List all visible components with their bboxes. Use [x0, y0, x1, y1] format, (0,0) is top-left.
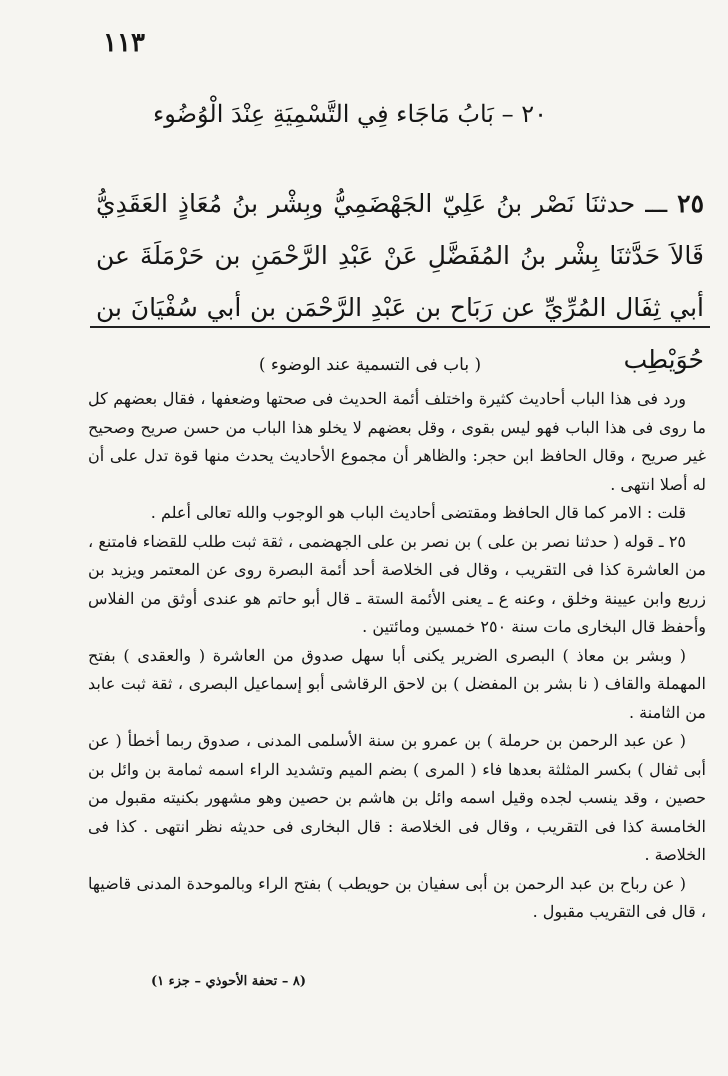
- hadith-separator: ـــ: [635, 189, 668, 218]
- commentary-paragraph: ورد فى هذا الباب أحاديث كثيرة واختلف أئمة الحديث فى صحتها وضعفها ، فقال بعضهم كل ما روى فى هذا الباب فهو ليس بقوى ، وقل بعضهم لا يخلو هذا الباب من حسن صريح وصحيح غير صريح ، وقال الحافظ ابن حجر: والظاهر أن مجموع الأحاديث يحدث منها قوة تدل على أن له أصلا انتهى .: [88, 389, 706, 494]
- commentary-body: [88, 385, 706, 927]
- hadith-number: ٢٥: [677, 189, 704, 218]
- commentary-paragraph: ٢٥ ـ قوله ( حدثنا نصر بن على ) بن نصر بن على الجهضمى ، ثقة ثبت طلب للقضاء فامتنع ، من العاشرة كذا فى التقريب ، وقال فى الخلاصة أحد أئمة البصرة روى عن المعتمر ويزيد بن زريع وابن عيينة وخلق ، وعنه ع ـ يعنى الأئمة الستة ـ قال أبو حاتم هو عندى أوثق من الفلاس وأحفظ قال البخارى مات سنة ٢٥٠ خمسين ومائتين .: [88, 531, 706, 636]
- commentary-paragraph: قلت : الامر كما قال الحافظ ومقتضى أحاديث الباب هو الوجوب والله تعالى أعلم .: [150, 503, 686, 522]
- page-footer: (٨ – تحفة الأحوذي – جزء ١): [150, 974, 306, 989]
- commentary-paragraph: ( وبشر بن معاذ ) البصرى الضرير يكنى أبا سهل صدوق من العاشرة ( والعقدى ) بفتح المهملة والقاف ( نا بشر بن المفضل ) بن لاحق الرقاشى أبو إسماعيل البصرى ، ثقة ثبت عابد من الثامنة .: [88, 645, 706, 722]
- hadith-text: حدثنَا نَصْر بنُ عَلِيّ الجَهْضَمِيُّ وبِشْر بنُ مُعَاذٍ العَقَدِيُّ قَالاَ حَدَّثنَا بِشْر بنُ المُفَضَّلِ عَنْ عَبْدِ الرَّحْمَنِ بن حَرْمَلَةَ عن أبي ثِفَال المُرِّيِّ عن رَبَاح بن عَبْدِ الرَّحْمَن بن أبي سُفْيَانَ بن حُوَيْطِب: [96, 189, 704, 374]
- chapter-title: ٢٠ – بَابُ مَاجَاء فِي التَّسْمِيَةِ عِنْدَ الْوُضُوء: [152, 100, 548, 128]
- section-divider: [90, 326, 710, 328]
- commentary-paragraph: ( عن رباح بن عبد الرحمن بن أبى سفيان بن حويطب ) بفتح الراء وبالموحدة المدنى قاضيها ، قال فى التقريب مقبول .: [88, 873, 706, 921]
- page-number: ١١٣: [103, 28, 145, 58]
- commentary-title: ( باب فى التسمية عند الوضوء ): [258, 355, 482, 375]
- commentary-paragraph: ( عن عبد الرحمن بن حرملة ) بن عمرو بن سنة الأسلمى المدنى ، صدوق ربما أخطأ ( عن أبى ثفال ) بكسر المثلثة بعدها فاء ( المرى ) بضم الميم وتشديد الراء اسمه ثمامة بن وائل بن حصين ، وقد ينسب لجده وقيل اسمه وائل بن هاشم بن حصين وهو مشهور بكنيته مقبول من الخامسة كذا فى التقريب ، وقال فى الخلاصة : قال البخارى فى حديثه نظر انتهى . كذا فى الخلاصة .: [88, 731, 706, 864]
